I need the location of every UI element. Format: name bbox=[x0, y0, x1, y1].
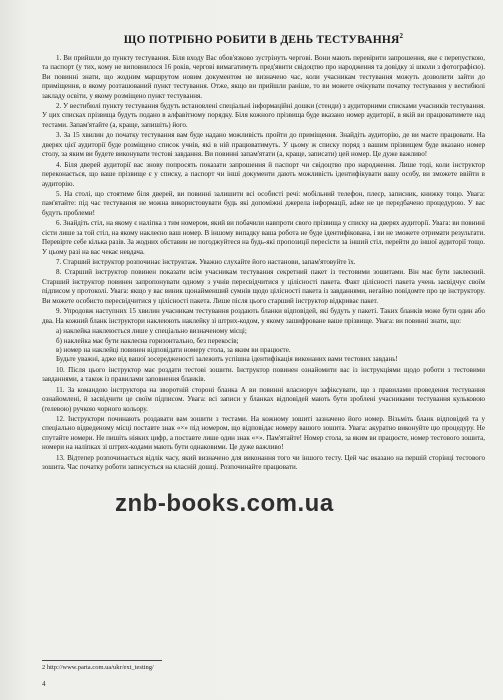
paragraph-13: 13. Відтепер розпочинається відлік часу, який визначено для виконання того чи іншого тесту. Цей час вказано на першій сторінці тестового зошита. Час початку роботи записується на класній дошці. Розпочинайте працювати. bbox=[42, 453, 485, 472]
paragraph-5: 5. На столі, що стоятиме біля дверей, ви повинні залишити всі особисті речі: мобільний телефон, плеєр, записник, книжку тощо. Увага: пам'ятайте: під час тестування не можна використовувати будь які допоміжні джерела інформації, adже не це передбачено процедурою. У вас будуть проблеми! bbox=[42, 189, 485, 217]
watermark-text: znb-books.com.ua bbox=[112, 492, 337, 516]
paragraph-6: 6. Знайдіть стіл, на якому є наліпка з тим номером, який ви побачили навпроти свого прізвища у списку на дверях аудиторії. Увага: ви повинні сісти лише за той стіл, на якому наклеєно ваш номер. В іншому випадку ваша робота не буде ідентифікована, і ви не зможете отримати результати. Перевірте себе кілька разів. За жодних обставин не погоджуйтеся на будь-які пропозиції пересісти за інший стіл, перейти до іншої аудиторії тощо. У цьому разі на вас чекає невдача. bbox=[42, 219, 485, 256]
paragraph-2: 2. У вестибюлі пункту тестування будуть встановлені спеціальні інформаційні дошки (стенди) з аудиторними списками учасників тестування. У цих списках прізвища будуть подано в алфавітному порядку. Біля кожного прізвища буде вказано номер аудиторії, в якій ви працюватимете над тестами. Запам'ятайте (а, краще, запишіть) його. bbox=[42, 102, 485, 129]
paragraph-10: 10. Після цього інструктор має роздати тестові зошити. Інструктор повинен ознайомити вас із інструкціями щодо роботи з тестовими завданнями, а також із правилами заповнення бланків. bbox=[42, 365, 485, 384]
footnote-divider bbox=[42, 660, 162, 661]
footnote: 2 http://www.parta.com.ua/ukr/ext_testing/ bbox=[42, 664, 154, 671]
page-title: ЩО ПОТРІБНО РОБИТИ В ДЕНЬ ТЕСТУВАННЯ$^2$ bbox=[123, 32, 404, 46]
paragraph-3: 3. За 15 хвилин до початку тестування вам буде надано можливість пройти до приміщення. Знайдіть аудиторію, де ви маєте працювати. На дверях цієї аудиторії буде розміщено список учнів, які в ній працюватимуть. У цьому ж списку поряд з вашим прізвищем буде вказано номер столу, за яким ви будете виконувати тестові завдання. Ви повинні запам'ятати (а, краще, записати) цей номер. Це дуже важливо! bbox=[42, 131, 485, 159]
paragraph-list bbox=[42, 54, 485, 473]
paragraph-4: 4. Біля дверей аудиторії вас знову попросять показати запрошення й паспорт чи свідоцтво про народження. Лише тоді, коли інструктор переконається, що ваше прізвище є у списку, а паспорт чи інші документи дають можливість ідентифікувати вашу особу, ви зможете ввійти в аудиторію. bbox=[42, 160, 485, 188]
option-b: б) наклейка має бути наклеєна горизонтально, без перекосів; bbox=[56, 336, 239, 345]
page-number: 4 bbox=[42, 680, 46, 688]
paragraph-8: 8. Старший інструктор повинен показати всім учасникам тестування секретний пакет із тестовими зошитами. Він має бути заклеєний. Старший інструктор повинен запропонувати одному з учнів пересвідчитися у цілісності пакета. Факт цілісності пакета учень засвідчує своїм підписом у протоколі. Увага: якщо у вас виник щонайменший сумнів щодо цілісності пакета із завданнями, негайно повідомте про це інструктору. Ви можете особисто пересвідчитися у цілісності пакета. Лише після цього старший інструктор відкриває пакет. bbox=[42, 268, 485, 305]
paragraph-9: 9. Упродовж наступних 15 хвилин учасникам тестування роздають бланки відповідей, які будуть у пакеті. Таких бланків може бути один або два. На кожний бланк інструктори наклеюють наклейку зі штрих-кодом, у якому зашифроване ваше прізвище. Увага: ви повинні знати, що: bbox=[42, 307, 485, 325]
paragraph-1: 1. Ви прийшли до пункту тестування. Біля входу Вас обов'язково зустрінуть чергові. Вони мають перевірити запрошення, яке є перепусткою, та паспорт (у тих, кому не виповнилося 16 років, чергові вимагатимуть пред'явити свідоцтво про народження та довідку зі школи з фотографією). Ви повинні знати, що жодним маршрутом новим документом не визначено час, коли учасникам тестування можуть дозволити зайти до приміщення, в якому розташований пункт тестування. Отже, якщо ви прийшли раніше, то ви можете очікувати початку тестування у вестибюлі закладу освіти, у якому розміщено пункт тестування. bbox=[42, 53, 485, 100]
option-c: в) номер на наклейці повинен відповідати номеру стола, за яким ви працюєте. bbox=[56, 345, 291, 354]
paragraph-12: 12. Інструктори починають роздавати вам зошити з тестами. На кожному зошиті зазначено його номер. Візьміть бланк відповідей та у спеціально відведеному місці поставте знак «×» під номером, що відповідає номеру вашого зошита. Увага: акуратно виконуйте цю процедуру. Не спутайте номери. Не пишіть ніяких цифр, а поставте лише один знак «×». Пам'ятайте! Номер стола, за яким ви працюєте, номер тестового зошита, номери на наліпках зі штрих-кодами мають бути однаковими. Це дуже важливо! bbox=[42, 415, 485, 452]
paragraph-7: 7. Старший інструктор розпочинає інструктаж. Уважно слухайте його настанови, запам'ятовуйте їх. bbox=[56, 258, 356, 267]
paragraph-9-note: Будьте уважні, адже від вашої зосередженості залежить успішна ідентифікація виконаних вами тестових завдань! bbox=[56, 355, 398, 364]
option-a: а) наклейка наклеюється лише у спеціально визначеному місці; bbox=[56, 327, 247, 336]
paragraph-11: 11. За командою інструктора на зворотній стороні бланка А ви повинні власноруч зафіксувати, що з правилами проведення тестування ознайомлені, й засвідчити це своїм підписом. Увага: всі записи у бланках відповідей мають бути зроблені учасниками тестування кульковою (гелевою) ручкою чорного кольору. bbox=[42, 385, 485, 413]
title-footnote-mark: 2 bbox=[399, 32, 404, 40]
